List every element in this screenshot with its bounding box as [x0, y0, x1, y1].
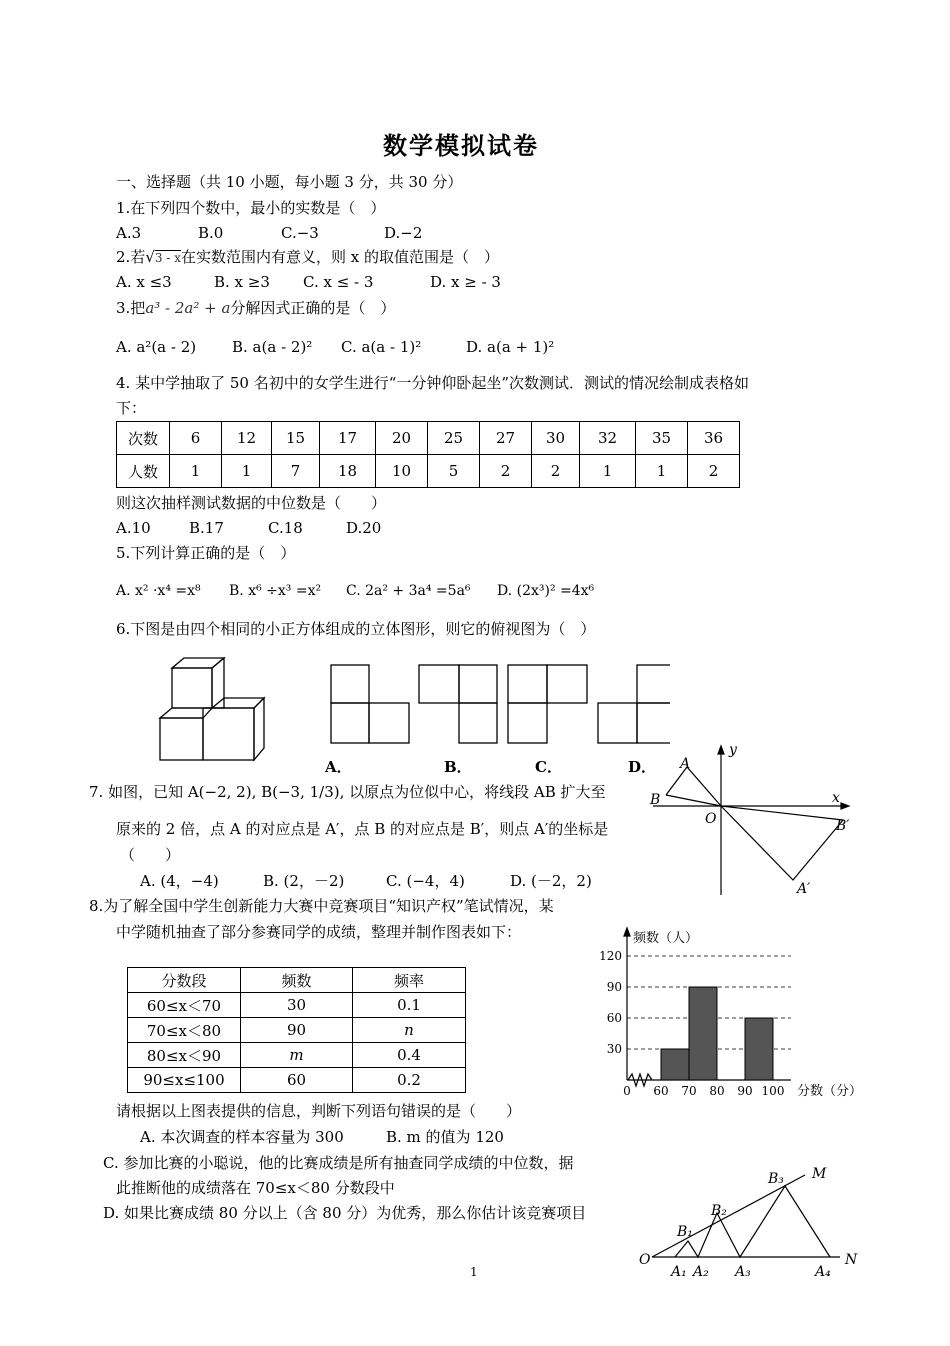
- q7-stem-line3: （ ）: [120, 846, 181, 864]
- table-cell: 30: [532, 422, 580, 455]
- table-cell: 1: [222, 455, 272, 488]
- table-header-row: [128, 968, 466, 993]
- chart-xlabel: 分数（分）: [797, 1084, 863, 1099]
- q7-stem-line2: 原来的 2 倍，点 A 的对应点是 A′，点 B 的对应点是 B′，则点 A′的坐标是: [116, 820, 609, 838]
- q2-radicand: 3 - x: [154, 251, 181, 265]
- table-cell: 5: [428, 455, 480, 488]
- option-label: C．: [535, 758, 562, 776]
- q2-option-b: B. x ≥3: [214, 273, 270, 291]
- table-row: [117, 422, 740, 455]
- q8-histogram: [595, 922, 870, 1102]
- option-label: B．: [444, 758, 472, 776]
- q4-option-a: A.10: [116, 519, 151, 537]
- table-cell: 20: [376, 422, 428, 455]
- point-b1-label: B₁: [677, 1224, 693, 1240]
- q8-option-c-line2: 此推断他的成绩落在 70≤x＜80 分数段中: [116, 1179, 395, 1197]
- q6-figure: [150, 650, 670, 780]
- q7-option-c: C. (−4，4): [386, 872, 465, 890]
- table-row: [128, 1068, 466, 1093]
- q8-option-b: B. m 的值为 120: [386, 1128, 504, 1146]
- q7-option-d: D. (－2，2): [510, 872, 592, 890]
- table-cell: m: [241, 1043, 353, 1068]
- table-cell: 1: [170, 455, 222, 488]
- q7-option-b: B. (2，－2): [263, 872, 345, 890]
- q8-question: 请根据以上图表提供的信息，判断下列语句错误的是（ ）: [116, 1102, 522, 1120]
- y-tick-label: 90: [606, 980, 622, 994]
- x-tick-label: 80: [709, 1084, 725, 1098]
- axis-y-label: y: [729, 742, 737, 758]
- table-cell: 30: [241, 993, 353, 1018]
- q4-stem-line1: 4. 某中学抽取了 50 名初中的女学生进行“一分钟仰卧起坐”次数测试．测试的情况绘制成表格如: [116, 374, 750, 392]
- table-cell: 80≤x＜90: [128, 1043, 241, 1068]
- q1-option-c: C.−3: [281, 224, 319, 242]
- table-cell: 0.2: [353, 1068, 466, 1093]
- q8-frequency-table: [127, 967, 466, 1093]
- q3-option-a: A. a²(a - 2): [116, 338, 197, 356]
- chart-ylabel: 频数（人）: [633, 931, 699, 946]
- option-a-view: [331, 665, 409, 743]
- q3-suffix: 分解因式正确的是（ ）: [230, 299, 396, 317]
- table-row: [128, 1018, 466, 1043]
- q5-stem: 5.下列计算正确的是（ ）: [116, 544, 296, 562]
- q4-stem-line2: 下：: [116, 399, 147, 417]
- q7-coordinate-figure: [645, 740, 860, 900]
- q2-prefix: 2.若: [116, 248, 146, 266]
- table-cell: 2: [480, 455, 532, 488]
- table-cell: 90≤x≤100: [128, 1068, 241, 1093]
- origin-label: O: [705, 811, 717, 827]
- q5-option-d: D. (2x³)² =4x⁶: [497, 583, 595, 599]
- q7-stem-line1: 7. 如图，已知 A(−2, 2), B(−3, 1/3), 以原点为位似中心，将线段 AB 扩大至: [89, 783, 606, 801]
- option-label: A．: [325, 758, 352, 776]
- table-cell: 70≤x＜80: [128, 1018, 241, 1043]
- angle-triangles-figure: [635, 1160, 870, 1285]
- axis-x-label: x: [832, 790, 840, 806]
- section-heading: 一、选择题（共 10 小题，每小题 3 分，共 30 分）: [116, 173, 463, 191]
- y-tick-label: 30: [606, 1042, 622, 1056]
- table-cell: 7: [272, 455, 320, 488]
- page-number: 1: [470, 1265, 478, 1279]
- x-tick-label: 100: [761, 1084, 785, 1098]
- q4-data-table: [116, 421, 740, 488]
- table-cell: 60≤x＜70: [128, 993, 241, 1018]
- point-a1-label: A₁: [671, 1264, 687, 1280]
- option-c-view: [508, 665, 587, 743]
- q3-expression: a³ - 2a² + a: [145, 299, 231, 317]
- table-row: [117, 455, 740, 488]
- table-cell: 1: [580, 455, 636, 488]
- table-cell: n: [353, 1018, 466, 1043]
- page-title: 数学模拟试卷: [383, 131, 539, 160]
- table-cell: 10: [376, 455, 428, 488]
- point-o-label: O: [639, 1252, 651, 1268]
- x-tick-label: 60: [653, 1084, 669, 1098]
- table-cell: 6: [170, 422, 222, 455]
- table-cell: 90: [241, 1018, 353, 1043]
- q2-option-a: A. x ≤3: [116, 273, 172, 291]
- histogram-bar: [689, 987, 717, 1080]
- q2-suffix: 在实数范围内有意义，则 x 的取值范围是（ ）: [180, 248, 499, 266]
- q4-option-d: D.20: [346, 519, 382, 537]
- point-b-prime-label: B′: [836, 818, 850, 834]
- table-cell: 15: [272, 422, 320, 455]
- q8-stem-line2: 中学随机抽查了部分参赛同学的成绩，整理并制作图表如下：: [116, 923, 522, 941]
- q1-stem: 1.在下列四个数中，最小的实数是（ ）: [116, 199, 386, 217]
- q8-stem-line1: 8.为了解全国中学生创新能力大赛中竞赛项目“知识产权”笔试情况，某: [89, 897, 554, 915]
- table-cell: 25: [428, 422, 480, 455]
- q8-option-a: A. 本次调查的样本容量为 300: [140, 1128, 344, 1146]
- point-a-prime-label: A′: [797, 881, 811, 897]
- table-cell: 12: [222, 422, 272, 455]
- table-cell: 35: [636, 422, 688, 455]
- point-a2-label: A₂: [693, 1264, 709, 1280]
- point-a-label: A: [680, 756, 691, 772]
- point-a4-label: A₄: [815, 1264, 831, 1280]
- table-cell: 17: [320, 422, 376, 455]
- point-n-label: N: [845, 1252, 858, 1268]
- table-cell: 0.1: [353, 993, 466, 1018]
- q3-stem: [116, 298, 395, 318]
- point-m-label: M: [812, 1166, 827, 1182]
- q5-option-b: B. x⁶ ÷x³ =x²: [229, 583, 322, 599]
- y-tick-label: 60: [606, 1011, 622, 1025]
- q4-question: 则这次抽样测试数据的中位数是（ ）: [116, 494, 387, 512]
- q7-option-a: A. (4，−4): [140, 872, 219, 890]
- table-cell: 1: [636, 455, 688, 488]
- q8-option-c-line1: C. 参加比赛的小聪说，他的比赛成绩是所有抽查同学成绩的中位数，据: [103, 1154, 574, 1172]
- sqrt-icon: √: [145, 248, 155, 266]
- q8-option-d-line1: D. 如果比赛成绩 80 分以上（含 80 分）为优秀，那么你估计该竞赛项目: [103, 1204, 587, 1222]
- q2-option-d: D. x ≥ - 3: [430, 273, 501, 291]
- q1-option-a: A.3: [116, 224, 142, 242]
- table-cell: 人数: [117, 455, 170, 488]
- x-tick-label: 70: [681, 1084, 697, 1098]
- q6-stem: 6.下图是由四个相同的小正方体组成的立体图形，则它的俯视图为（ ）: [116, 620, 596, 638]
- table-cell: 60: [241, 1068, 353, 1093]
- q3-option-d: D. a(a + 1)²: [466, 338, 555, 356]
- table-cell: 2: [532, 455, 580, 488]
- table-cell: 次数: [117, 422, 170, 455]
- cube-solid-figure: [160, 658, 264, 760]
- table-header-cell: 分数段: [128, 968, 241, 993]
- table-header-cell: 频数: [241, 968, 353, 993]
- table-cell: 36: [688, 422, 740, 455]
- table-cell: 2: [688, 455, 740, 488]
- q3-option-b: B. a(a - 2)²: [232, 338, 313, 356]
- q1-option-b: B.0: [198, 224, 224, 242]
- x-tick-label: 90: [737, 1084, 753, 1098]
- q3-prefix: 3.把: [116, 299, 146, 317]
- point-b3-label: B₃: [768, 1171, 784, 1187]
- q5-option-c: C. 2a² + 3a⁴ =5a⁶: [346, 583, 471, 599]
- q3-option-c: C. a(a - 1)²: [341, 338, 422, 356]
- point-b2-label: B₂: [711, 1203, 727, 1219]
- table-cell: 32: [580, 422, 636, 455]
- q2-option-c: C. x ≤ - 3: [303, 273, 374, 291]
- table-header-cell: 频率: [353, 968, 466, 993]
- option-label: D．: [628, 758, 657, 776]
- point-b-label: B: [650, 792, 661, 808]
- table-row: [128, 1043, 466, 1068]
- table-row: [128, 993, 466, 1018]
- q2-stem: [116, 247, 499, 268]
- table-cell: 0.4: [353, 1043, 466, 1068]
- x-tick-label: 0: [623, 1084, 631, 1098]
- option-b-view: [419, 665, 497, 743]
- table-cell: 27: [480, 422, 532, 455]
- point-a3-label: A₃: [735, 1264, 751, 1280]
- q4-option-c: C.18: [268, 519, 303, 537]
- histogram-bar: [661, 1049, 689, 1080]
- q5-option-a: A. x² ·x⁴ =x⁸: [116, 583, 201, 599]
- option-d-view: [598, 665, 670, 743]
- q4-option-b: B.17: [189, 519, 224, 537]
- y-tick-label: 120: [599, 949, 622, 963]
- table-cell: 18: [320, 455, 376, 488]
- histogram-bar: [745, 1018, 773, 1080]
- q1-option-d: D.−2: [384, 224, 423, 242]
